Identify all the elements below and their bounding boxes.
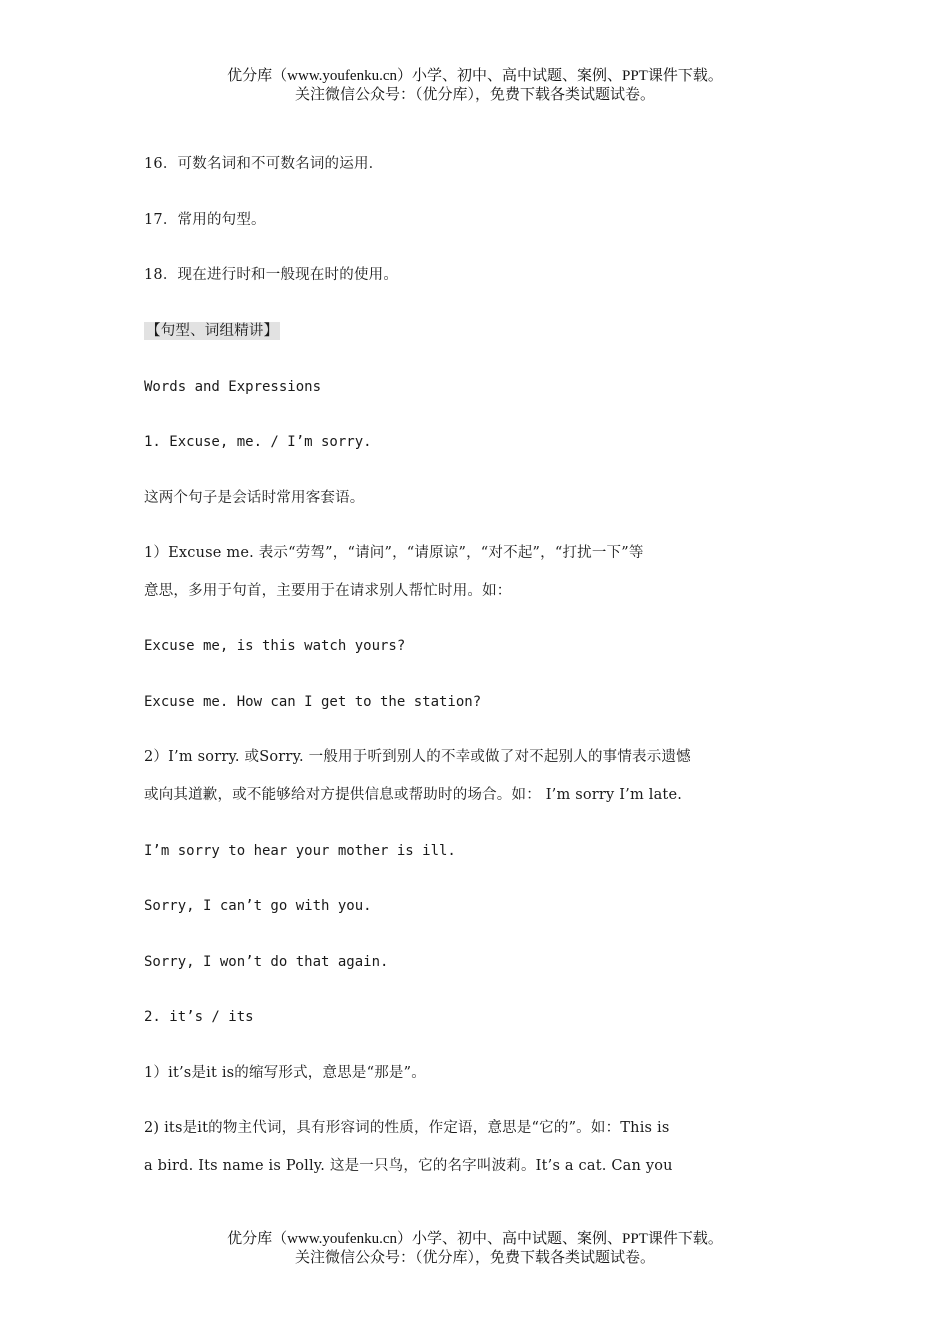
example-5: Sorry, I won’t do that again. (144, 954, 389, 970)
list-item-16: 16．可数名词和不可数名词的运用． (144, 156, 384, 172)
item1-paragraph1-line1: 1）Excuse me. 表示“劳驾”，“请问”，“请原谅”，“对不起”，“打扰一下”等 (144, 545, 644, 561)
page-header (0, 67, 950, 105)
item2-title: 2. it’s / its (144, 1009, 254, 1025)
list-item-17: 17．常用的句型。 (144, 212, 266, 228)
example-4: Sorry, I can’t go with you. (144, 898, 372, 914)
example-3: I’m sorry to hear your mother is ill. (144, 843, 456, 859)
example-2: Excuse me. How can I get to the station? (144, 694, 482, 710)
list-item-18: 18．现在进行时和一般现在时的使用。 (144, 267, 399, 283)
item2-paragraph1: 1）it’s是it is的缩写形式，意思是“那是”。 (144, 1065, 426, 1081)
section-title-text: 【句型、词组精讲】 (146, 323, 279, 339)
item1-paragraph1-line2: 意思，多用于句首，主要用于在请求别人帮忙时用。如： (144, 583, 512, 599)
item1-intro: 这两个句子是会话时常用客套语。 (144, 490, 365, 506)
words-title: Words and Expressions (144, 379, 322, 395)
item1-paragraph2-line1: 2）I’m sorry. 或Sorry. 一般用于听到别人的不幸或做了对不起别人的事情表示遗憾 (144, 749, 691, 765)
item1-title: 1. Excuse, me. / I’m sorry. (144, 434, 372, 450)
header-line-2: 关注微信公众号：（优分库），免费下载各类试题试卷。 (294, 87, 655, 103)
example-1: Excuse me, is this watch yours? (144, 638, 406, 654)
section-title (144, 321, 794, 341)
item1-paragraph2-line2: 或向其道歉，或不能够给对方提供信息或帮助时的场合。如： I’m sorry I’m late. (144, 787, 683, 803)
item2-paragraph2-line2: a bird. Its name is Polly. 这是一只鸟，它的名字叫波莉。It’s a cat. Can you (144, 1158, 673, 1174)
item2-paragraph2-line1: 2) its是it的物主代词，具有形容词的性质，作定语，意思是“它的”。如：This is (144, 1120, 670, 1136)
header-line-1: 优分库（www.youfenku.cn）小学、初中、高中试题、案例、PPT课件下载。 (227, 68, 723, 84)
footer-line-1: 优分库（www.youfenku.cn）小学、初中、高中试题、案例、PPT课件下载。 (227, 1231, 723, 1247)
footer-line-2: 关注微信公众号：（优分库），免费下载各类试题试卷。 (294, 1250, 655, 1266)
page-footer (0, 1230, 950, 1268)
